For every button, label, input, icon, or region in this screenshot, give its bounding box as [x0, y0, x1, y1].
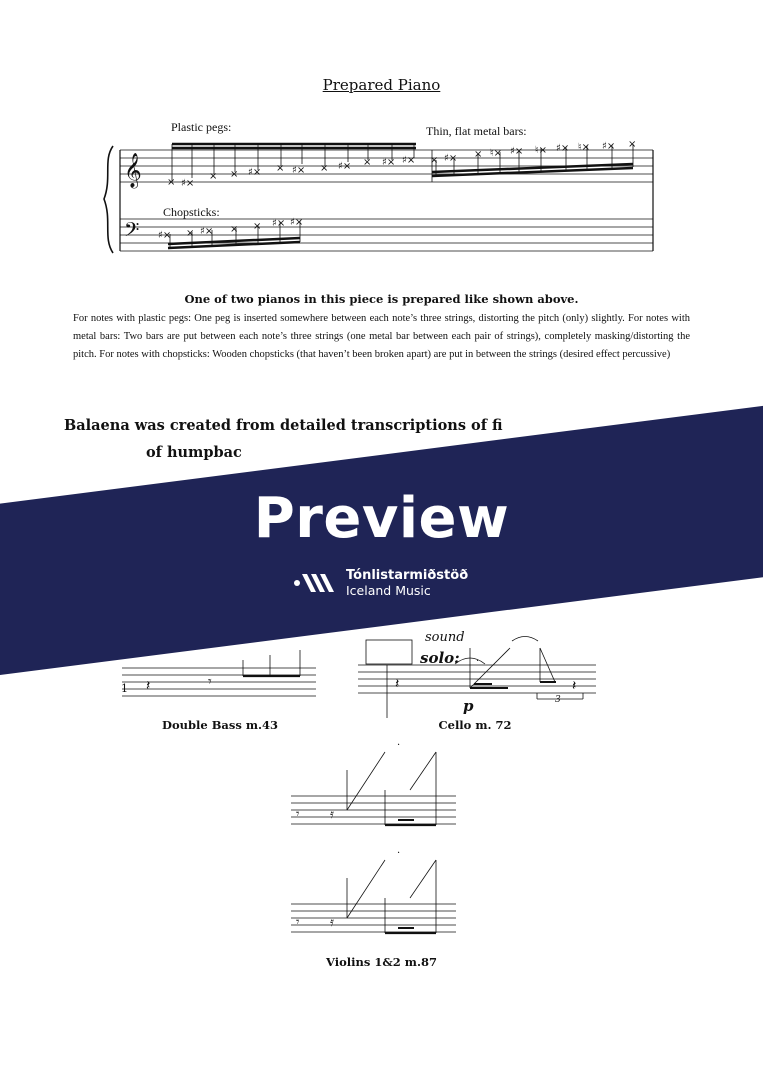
svg-text:×: ×	[167, 177, 176, 188]
svg-text:♯×: ♯×	[602, 141, 616, 152]
svg-text:×: ×	[430, 155, 439, 166]
svg-text:×: ×	[320, 163, 329, 174]
double-bass-excerpt	[122, 650, 316, 696]
cello-caption: Cello m. 72	[438, 718, 512, 732]
svg-text:♯×: ♯×	[292, 165, 306, 176]
rest-icon: 𝄽	[395, 676, 400, 692]
svg-text:♯×: ♯×	[158, 230, 172, 241]
time-signature-icon: 1	[121, 682, 128, 695]
chopsticks-label: Chopsticks:	[163, 205, 220, 219]
svg-text:♯×: ♯×	[272, 218, 286, 229]
plastic-pegs-label: Plastic pegs:	[171, 120, 232, 134]
instructions-heading: One of two pianos in this piece is prepared like shown above.	[184, 292, 579, 306]
metal-bars-label: Thin, flat metal bars:	[426, 124, 527, 138]
svg-text:♯×: ♯×	[556, 143, 570, 154]
page-title: Prepared Piano	[322, 76, 441, 94]
rest-icon: 𝄿	[330, 807, 334, 822]
cello-excerpt	[358, 637, 596, 719]
iceland-music-logo-icon	[292, 570, 338, 596]
svg-text:×: ×	[209, 171, 218, 182]
intro-line-2: of humpbac	[146, 444, 242, 461]
svg-text:×: ×	[253, 221, 262, 232]
brand-subtitle: Iceland Music	[346, 583, 431, 598]
intro-line-1: Balaena was created from detailed transcriptions of fi	[64, 417, 503, 434]
svg-text:♯×: ♯×	[338, 161, 352, 172]
rest-icon: 𝄾	[296, 807, 300, 822]
metal-bars-heads	[430, 139, 636, 166]
violins-excerpt	[291, 752, 456, 933]
svg-text:×: ×	[230, 224, 239, 235]
svg-text:♯×: ♯×	[248, 167, 262, 178]
brand-name: Tónlistarmiðstöð	[346, 568, 469, 583]
preview-watermark: Preview	[253, 486, 510, 551]
treble-clef: 𝄞	[124, 153, 142, 188]
svg-text:♯×: ♯×	[200, 226, 214, 237]
rest-icon: 𝄽	[146, 678, 151, 694]
cello-dynamic: p	[463, 697, 474, 715]
svg-text:♮×: ♮×	[578, 142, 590, 153]
svg-text:♯×: ♯×	[181, 178, 195, 189]
rest-icon: 𝄾	[208, 674, 212, 690]
svg-text:·: ·	[476, 656, 480, 667]
svg-text:×: ×	[230, 169, 239, 180]
svg-text:×: ×	[276, 163, 285, 174]
svg-text:·: ·	[397, 848, 401, 859]
cello-direction: sound	[425, 630, 465, 645]
plastic-pegs-heads	[167, 155, 415, 189]
double-bass-caption: Double Bass m.43	[161, 718, 279, 732]
rest-icon: 𝄽	[572, 678, 577, 694]
instructions-body: For notes with plastic pegs: One peg is inserted somewhere between each note’s three strings, distorting the pitch (only) slightly. For notes with metal bars: Two bars are put between each note’s three strings (one metal bar between each pair of strings), completely masking/distorting the pitch. For notes with chopsticks: Wooden chopsticks (that haven’t been broken apart) are put in between the strings (desired effect percussive)	[73, 313, 690, 360]
svg-text:×: ×	[474, 149, 483, 160]
svg-text:♮×: ♮×	[490, 148, 502, 159]
svg-text:♯×: ♯×	[382, 157, 396, 168]
svg-text:♯×: ♯×	[402, 155, 416, 166]
svg-text:♯×: ♯×	[510, 146, 524, 157]
cello-solo: solo:	[420, 649, 460, 667]
chopsticks-heads	[158, 217, 303, 241]
svg-text:×: ×	[363, 157, 372, 168]
rest-icon: 𝄾	[296, 915, 300, 930]
svg-text:×: ×	[628, 139, 637, 150]
bass-clef: 𝄢	[124, 218, 140, 246]
svg-text:♯×: ♯×	[444, 153, 458, 164]
svg-text:·: ·	[397, 740, 401, 751]
svg-text:×: ×	[186, 228, 195, 239]
svg-text:♯×: ♯×	[290, 217, 304, 228]
rest-icon: 𝄿	[330, 915, 334, 930]
triplet-label: 3	[555, 695, 561, 705]
brand-logo	[292, 568, 468, 598]
svg-text:♮×: ♮×	[535, 145, 547, 156]
violins-caption: Violins 1&2 m.87	[326, 955, 437, 969]
